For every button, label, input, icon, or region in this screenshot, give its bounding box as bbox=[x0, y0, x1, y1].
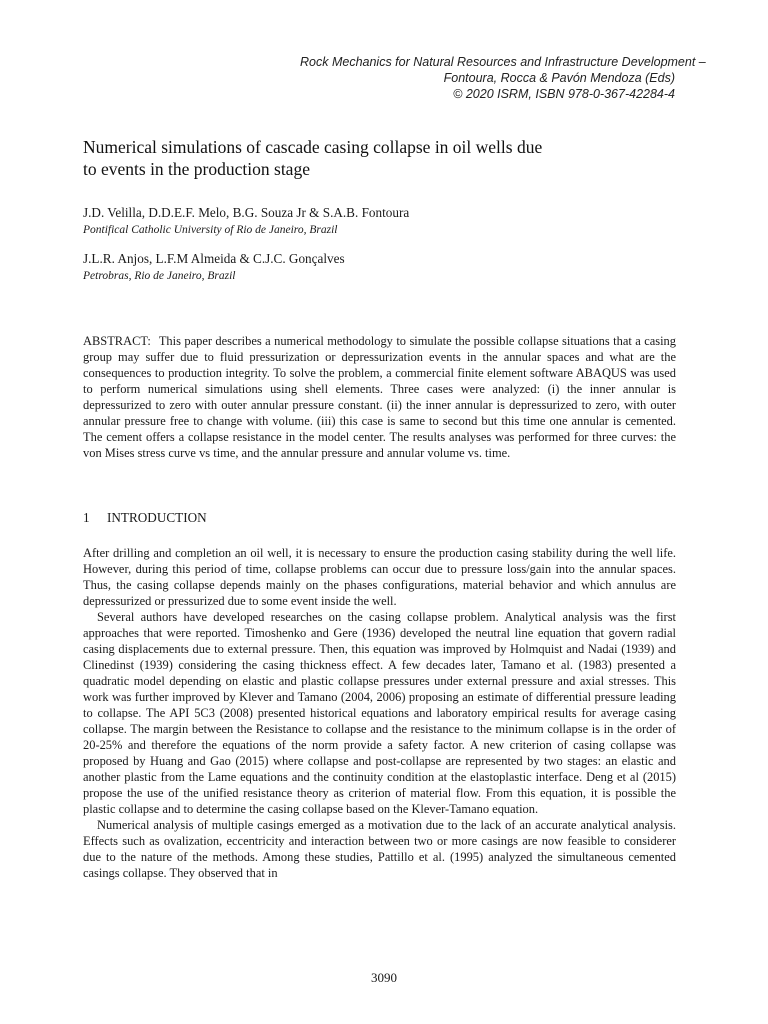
author-group-2-affiliation: Petrobras, Rio de Janeiro, Brazil bbox=[83, 270, 236, 282]
header-proceedings-title: Rock Mechanics for Natural Resources and Infrastructure Development – bbox=[300, 55, 706, 69]
header-copyright-isbn: © 2020 ISRM, ISBN 978-0-367-42284-4 bbox=[453, 87, 675, 101]
paper-title-line-2: to events in the production stage bbox=[83, 159, 310, 179]
section-title: INTRODUCTION bbox=[107, 510, 207, 525]
page-number: 3090 bbox=[371, 970, 397, 985]
section-number: 1 bbox=[83, 510, 90, 525]
paragraph-3: Numerical analysis of multiple casings emerged as a motivation due to the lack of an accurate analytical analysis. Effects such as ovalization, eccentricity and interaction between two or more casings are now feasible to considerer due to the nature of the methods. Among these studies, Pattillo et al. (1995) analyzed the simultaneous cemented casings collapse. They observed that in bbox=[83, 818, 676, 880]
abstract-label: ABSTRACT: bbox=[83, 334, 151, 348]
header-editors: Fontoura, Rocca & Pavón Mendoza (Eds) bbox=[443, 71, 675, 85]
author-group-1-names: J.D. Velilla, D.D.E.F. Melo, B.G. Souza Jr & S.A.B. Fontoura bbox=[83, 205, 410, 220]
paragraph-1: After drilling and completion an oil well, it is necessary to ensure the production casing stability during the well life. However, during this period of time, collapse problems can occur due to pressure loss/gain into the annular spaces. Thus, the casing collapse depends mainly on the phases configurations, material behavior and which annulus are depressurized or pressurized due to some event inside the well. bbox=[83, 546, 676, 608]
section-heading-introduction bbox=[83, 510, 207, 526]
body-text bbox=[83, 545, 676, 881]
running-header bbox=[300, 54, 706, 102]
abstract bbox=[83, 333, 676, 461]
paragraph-2: Several authors have developed researches on the casing collapse problem. Analytical analysis was the first approaches that were reported. Timoshenko and Gere (1936) developed the neutral line equation that govern radial casing displacements due to external pressure. Then, this equation was improved by Holmquist and Nadai (1939) and Clinedinst (1939) considering the casing thickness effect. A few decades later, Tamano et al. (1983) presented a quadratic model depending on elastic and plastic collapse pressures under external pressure and axial stresses. This work was further improved by Klever and Tamano (2004, 2006) proposing an estimate of differential pressure leading to collapse. The API 5C3 (2008) presented historical equations and laboratory empirical results for average casing collapse. The margin between the Resistance to collapse and the resistance to the minimum collapse is in the order of 20-25% and therefore the equations of the norm provide a safety factor. A new criterion of casing collapse was proposed by Huang and Gao (2015) where collapse and post-collapse are represented by two stages: an elastic and another plastic from the Lame equations and the continuity condition at the elastoplastic interface. Deng et al (2015) propose the use of the unified resistance theory as criterion of material flow. From this equation, it is possible the plastic collapse and to determine the casing collapse based on the Klever-Tamano equation. bbox=[83, 610, 676, 816]
abstract-text: This paper describes a numerical methodology to simulate the possible collapse situations that a casing group may suffer due to fluid pressurization or depressurization events in the annular spaces and what are the consequences to production integrity. To solve the problem, a commercial finite element software ABAQUS was used to perform numerical simulations using shell elements. Three cases were analyzed: (i) the inner annular is depressurized to zero with outer annular pressure constant. (ii) the inner annular is depressurized to zero, with outer annular pressure free to change with volume. (iii) this case is same to second but this time one annular is cemented. The cement offers a collapse resistance in the model center. The results analyses was performed for three curves: the von Mises stress curve vs time, and the annular pressure and annular volume vs. time. bbox=[83, 334, 676, 460]
paper-title-line-1: Numerical simulations of cascade casing collapse in oil wells due bbox=[83, 137, 543, 157]
paper-title bbox=[83, 136, 683, 180]
author-group-2-names: J.L.R. Anjos, L.F.M Almeida & C.J.C. Gonçalves bbox=[83, 251, 345, 266]
author-group-1-affiliation: Pontifical Catholic University of Rio de Janeiro, Brazil bbox=[83, 224, 338, 236]
